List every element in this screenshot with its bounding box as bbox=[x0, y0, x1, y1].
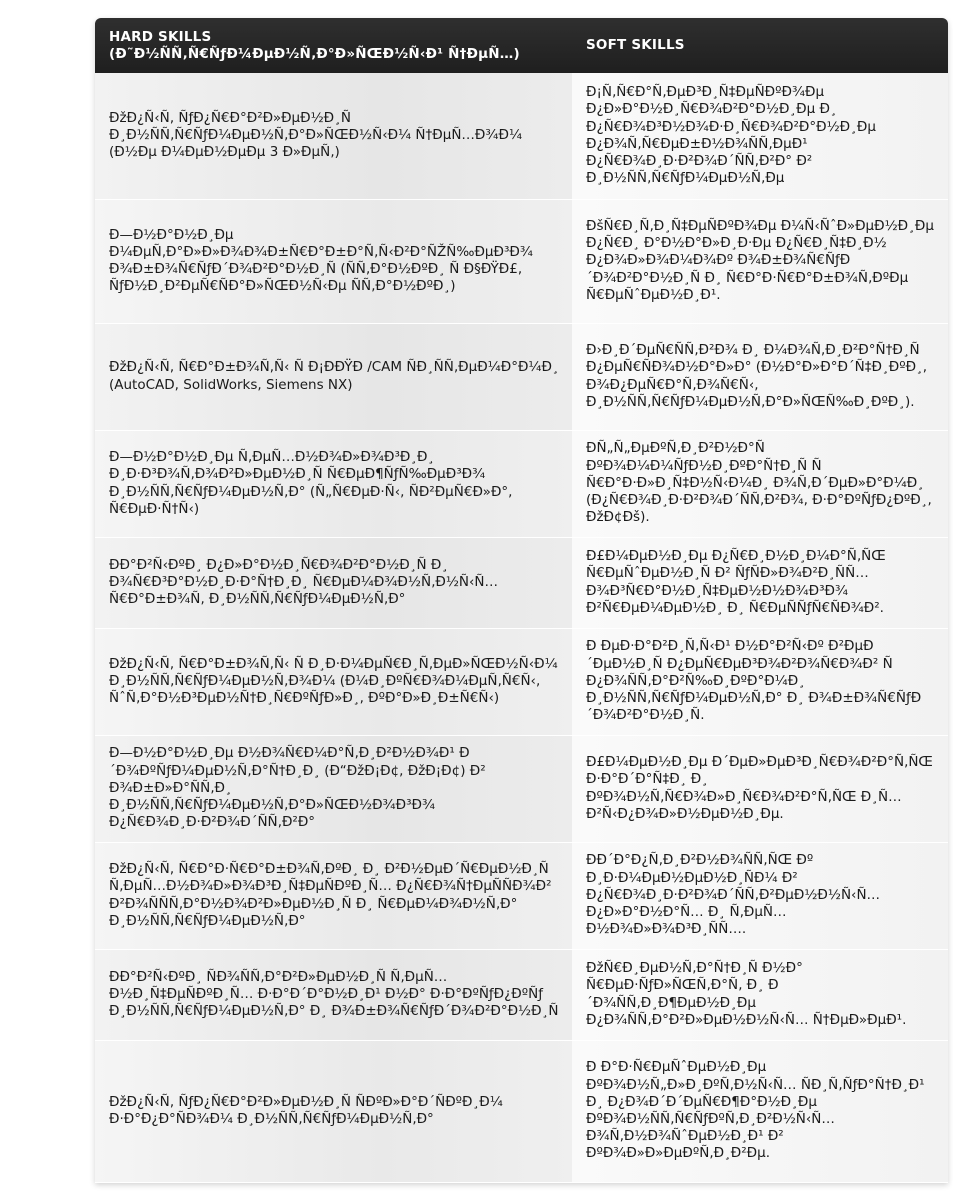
header-hard-skills-title: HARD SKILLS bbox=[109, 28, 212, 45]
soft-skill-cell: ÐÐ´Ð°Ð¿Ñ‚Ð¸Ð²Ð½Ð¾ÑÑ‚ÑŒ Ðº Ð¸Ð·Ð¼ÐµÐ½ÐµÐ½Ð¸ÑÐ¼ Ð² Ð¿Ñ€Ð¾Ð¸Ð·Ð²Ð¾Ð´ÑÑ‚Ð²ÐµÐ½Ð½Ñ‹Ñ… Ð¿Ð»Ð°Ð½Ð°Ñ… Ð¸ Ñ‚ÐµÑ…Ð½Ð¾Ð»Ð¾Ð³Ð¸ÑÑ…. bbox=[572, 842, 948, 949]
soft-skill-cell: Ð Ð°Ð·Ñ€ÐµÑˆÐµÐ½Ð¸Ðµ ÐºÐ¾Ð½Ñ„Ð»Ð¸ÐºÑ‚Ð½Ñ‹Ñ… ÑÐ¸Ñ‚ÑƒÐ°Ñ†Ð¸Ð¹ Ð¸ Ð¿Ð¾Ð´Ð´ÐµÑ€Ð¶Ð°Ð½Ð¸Ðµ ÐºÐ¾Ð½ÑÑ‚Ñ€ÑƒÐºÑ‚Ð¸Ð²Ð½Ñ‹Ñ… Ð¾Ñ‚Ð½Ð¾ÑˆÐµÐ½Ð¸Ð¹ Ð² ÐºÐ¾Ð»Ð»ÐµÐºÑ‚Ð¸Ð²Ðµ. bbox=[572, 1040, 948, 1182]
soft-skill-cell: ÐÑ„Ñ„ÐµÐºÑ‚Ð¸Ð²Ð½Ð°Ñ ÐºÐ¾Ð¼Ð¼ÑƒÐ½Ð¸ÐºÐ°Ñ†Ð¸Ñ Ñ Ñ€Ð°Ð·Ð»Ð¸Ñ‡Ð½Ñ‹Ð¼Ð¸ Ð¾Ñ‚Ð´ÐµÐ»Ð°Ð¼Ð¸ (Ð¿Ñ€Ð¾Ð¸Ð·Ð²Ð¾Ð´ÑÑ‚Ð²Ð¾, Ð·Ð°ÐºÑƒÐ¿ÐºÐ¸, ÐžÐ¢Ðš). bbox=[572, 430, 948, 537]
hard-skill-cell: Ð—Ð½Ð°Ð½Ð¸Ðµ Ð½Ð¾Ñ€Ð¼Ð°Ñ‚Ð¸Ð²Ð½Ð¾Ð¹ Ð´Ð¾ÐºÑƒÐ¼ÐµÐ½Ñ‚Ð°Ñ†Ð¸Ð¸ (Ð“ÐžÐ¡Ð¢, ÐžÐ¡Ð¢) Ð² Ð¾Ð±Ð»Ð°ÑÑ‚Ð¸ Ð¸Ð½ÑÑ‚Ñ€ÑƒÐ¼ÐµÐ½Ñ‚Ð°Ð»ÑŒÐ½Ð¾Ð³Ð¾ Ð¿Ñ€Ð¾Ð¸Ð·Ð²Ð¾Ð´ÑÑ‚Ð²Ð° bbox=[95, 735, 572, 842]
header-row bbox=[95, 18, 948, 73]
soft-skill-cell: Ð£Ð¼ÐµÐ½Ð¸Ðµ Ð¿Ñ€Ð¸Ð½Ð¸Ð¼Ð°Ñ‚ÑŒ Ñ€ÐµÑˆÐµÐ½Ð¸Ñ Ð² ÑƒÑÐ»Ð¾Ð²Ð¸ÑÑ… Ð¾Ð³Ñ€Ð°Ð½Ð¸Ñ‡ÐµÐ½Ð½Ð¾Ð³Ð¾ Ð²Ñ€ÐµÐ¼ÐµÐ½Ð¸ Ð¸ Ñ€ÐµÑÑƒÑ€ÑÐ¾Ð². bbox=[572, 537, 948, 628]
table-row bbox=[95, 537, 948, 628]
table-row bbox=[95, 842, 948, 949]
header-hard-skills-subtitle: (Ð˜Ð½ÑÑ‚Ñ€ÑƒÐ¼ÐµÐ½Ñ‚Ð°Ð»ÑŒÐ½Ñ‹Ð¹ Ñ†ÐµÑ…) bbox=[109, 45, 520, 62]
header-soft-skills: SOFT SKILLS bbox=[572, 18, 948, 73]
soft-skill-cell: Ð›Ð¸Ð´ÐµÑ€ÑÑ‚Ð²Ð¾ Ð¸ Ð¼Ð¾Ñ‚Ð¸Ð²Ð°Ñ†Ð¸Ñ Ð¿ÐµÑ€ÑÐ¾Ð½Ð°Ð»Ð° (Ð½Ð°Ð»Ð°Ð´Ñ‡Ð¸ÐºÐ¸, Ð¾Ð¿ÐµÑ€Ð°Ñ‚Ð¾Ñ€Ñ‹, Ð¸Ð½ÑÑ‚Ñ€ÑƒÐ¼ÐµÐ½Ñ‚Ð°Ð»ÑŒÑ‰Ð¸ÐºÐ¸). bbox=[572, 323, 948, 430]
hard-skill-cell: ÐžÐ¿Ñ‹Ñ‚ ÑƒÐ¿Ñ€Ð°Ð²Ð»ÐµÐ½Ð¸Ñ Ð¸Ð½ÑÑ‚Ñ€ÑƒÐ¼ÐµÐ½Ñ‚Ð°Ð»ÑŒÐ½Ñ‹Ð¼ Ñ†ÐµÑ…Ð¾Ð¼ (Ð½Ðµ Ð¼ÐµÐ½ÐµÐµ 3 Ð»ÐµÑ‚) bbox=[95, 73, 572, 199]
hard-skill-cell: ÐÐ°Ð²Ñ‹ÐºÐ¸ Ð¿Ð»Ð°Ð½Ð¸Ñ€Ð¾Ð²Ð°Ð½Ð¸Ñ Ð¸ Ð¾Ñ€Ð³Ð°Ð½Ð¸Ð·Ð°Ñ†Ð¸Ð¸ Ñ€ÐµÐ¼Ð¾Ð½Ñ‚Ð½Ñ‹Ñ… Ñ€Ð°Ð±Ð¾Ñ‚ Ð¸Ð½ÑÑ‚Ñ€ÑƒÐ¼ÐµÐ½Ñ‚Ð° bbox=[95, 537, 572, 628]
soft-skill-cell: ÐšÑ€Ð¸Ñ‚Ð¸Ñ‡ÐµÑÐºÐ¾Ðµ Ð¼Ñ‹ÑˆÐ»ÐµÐ½Ð¸Ðµ Ð¿Ñ€Ð¸ Ð°Ð½Ð°Ð»Ð¸Ð·Ðµ Ð¿Ñ€Ð¸Ñ‡Ð¸Ð½ Ð¿Ð¾Ð»Ð¾Ð¼Ð¾Ðº Ð¾Ð±Ð¾Ñ€ÑƒÐ´Ð¾Ð²Ð°Ð½Ð¸Ñ Ð¸ Ñ€Ð°Ð·Ñ€Ð°Ð±Ð¾Ñ‚ÐºÐµ Ñ€ÐµÑˆÐµÐ½Ð¸Ð¹. bbox=[572, 199, 948, 323]
hard-skill-cell: ÐžÐ¿Ñ‹Ñ‚ ÑƒÐ¿Ñ€Ð°Ð²Ð»ÐµÐ½Ð¸Ñ ÑÐºÐ»Ð°Ð´ÑÐºÐ¸Ð¼ Ð·Ð°Ð¿Ð°ÑÐ¾Ð¼ Ð¸Ð½ÑÑ‚Ñ€ÑƒÐ¼ÐµÐ½Ñ‚Ð° bbox=[95, 1040, 572, 1182]
hard-skill-cell: Ð—Ð½Ð°Ð½Ð¸Ðµ Ð¼ÐµÑ‚Ð°Ð»Ð»Ð¾Ð¾Ð±Ñ€Ð°Ð±Ð°Ñ‚Ñ‹Ð²Ð°ÑŽÑ‰ÐµÐ³Ð¾ Ð¾Ð±Ð¾Ñ€ÑƒÐ´Ð¾Ð²Ð°Ð½Ð¸Ñ (ÑÑ‚Ð°Ð½ÐºÐ¸ Ñ Ð§ÐŸÐ£, ÑƒÐ½Ð¸Ð²ÐµÑ€ÑÐ°Ð»ÑŒÐ½Ñ‹Ðµ ÑÑ‚Ð°Ð½ÐºÐ¸) bbox=[95, 199, 572, 323]
table-row bbox=[95, 430, 948, 537]
table-row bbox=[95, 949, 948, 1040]
table-row bbox=[95, 735, 948, 842]
skills-table-grid bbox=[95, 18, 948, 1183]
hard-skill-cell: ÐžÐ¿Ñ‹Ñ‚ Ñ€Ð°Ð±Ð¾Ñ‚Ñ‹ Ñ Ð¸Ð·Ð¼ÐµÑ€Ð¸Ñ‚ÐµÐ»ÑŒÐ½Ñ‹Ð¼ Ð¸Ð½ÑÑ‚Ñ€ÑƒÐ¼ÐµÐ½Ñ‚Ð¾Ð¼ (Ð¼Ð¸ÐºÑ€Ð¾Ð¼ÐµÑ‚Ñ€Ñ‹, ÑˆÑ‚Ð°Ð½Ð³ÐµÐ½Ñ†Ð¸Ñ€ÐºÑƒÐ»Ð¸, ÐºÐ°Ð»Ð¸Ð±Ñ€Ñ‹) bbox=[95, 628, 572, 735]
table-row bbox=[95, 1040, 948, 1182]
hard-skill-cell: Ð—Ð½Ð°Ð½Ð¸Ðµ Ñ‚ÐµÑ…Ð½Ð¾Ð»Ð¾Ð³Ð¸Ð¸ Ð¸Ð·Ð³Ð¾Ñ‚Ð¾Ð²Ð»ÐµÐ½Ð¸Ñ Ñ€ÐµÐ¶ÑƒÑ‰ÐµÐ³Ð¾ Ð¸Ð½ÑÑ‚Ñ€ÑƒÐ¼ÐµÐ½Ñ‚Ð° (Ñ„Ñ€ÐµÐ·Ñ‹, ÑÐ²ÐµÑ€Ð»Ð°, Ñ€ÐµÐ·Ñ†Ñ‹) bbox=[95, 430, 572, 537]
table-row bbox=[95, 73, 948, 199]
soft-skill-cell: Ð¡Ñ‚Ñ€Ð°Ñ‚ÐµÐ³Ð¸Ñ‡ÐµÑÐºÐ¾Ðµ Ð¿Ð»Ð°Ð½Ð¸Ñ€Ð¾Ð²Ð°Ð½Ð¸Ðµ Ð¸ Ð¿Ñ€Ð¾Ð³Ð½Ð¾Ð·Ð¸Ñ€Ð¾Ð²Ð°Ð½Ð¸Ðµ Ð¿Ð¾Ñ‚Ñ€ÐµÐ±Ð½Ð¾ÑÑ‚ÐµÐ¹ Ð¿Ñ€Ð¾Ð¸Ð·Ð²Ð¾Ð´ÑÑ‚Ð²Ð° Ð² Ð¸Ð½ÑÑ‚Ñ€ÑƒÐ¼ÐµÐ½Ñ‚Ðµ bbox=[572, 73, 948, 199]
table-row bbox=[95, 628, 948, 735]
header-hard-skills bbox=[95, 18, 572, 73]
hard-skill-cell: ÐžÐ¿Ñ‹Ñ‚ Ñ€Ð°Ð±Ð¾Ñ‚Ñ‹ Ñ Ð¡ÐÐŸÐ /CAM ÑÐ¸ÑÑ‚ÐµÐ¼Ð°Ð¼Ð¸ (AutoCAD, SolidWorks, Siemens NX) bbox=[95, 323, 572, 430]
soft-skill-cell: ÐžÑ€Ð¸ÐµÐ½Ñ‚Ð°Ñ†Ð¸Ñ Ð½Ð° Ñ€ÐµÐ·ÑƒÐ»ÑŒÑ‚Ð°Ñ‚ Ð¸ Ð´Ð¾ÑÑ‚Ð¸Ð¶ÐµÐ½Ð¸Ðµ Ð¿Ð¾ÑÑ‚Ð°Ð²Ð»ÐµÐ½Ð½Ñ‹Ñ… Ñ†ÐµÐ»ÐµÐ¹. bbox=[572, 949, 948, 1040]
soft-skill-cell: Ð£Ð¼ÐµÐ½Ð¸Ðµ Ð´ÐµÐ»ÐµÐ³Ð¸Ñ€Ð¾Ð²Ð°Ñ‚ÑŒ Ð·Ð°Ð´Ð°Ñ‡Ð¸ Ð¸ ÐºÐ¾Ð½Ñ‚Ñ€Ð¾Ð»Ð¸Ñ€Ð¾Ð²Ð°Ñ‚ÑŒ Ð¸Ñ… Ð²Ñ‹Ð¿Ð¾Ð»Ð½ÐµÐ½Ð¸Ðµ. bbox=[572, 735, 948, 842]
hard-skill-cell: ÐÐ°Ð²Ñ‹ÐºÐ¸ ÑÐ¾ÑÑ‚Ð°Ð²Ð»ÐµÐ½Ð¸Ñ Ñ‚ÐµÑ…Ð½Ð¸Ñ‡ÐµÑÐºÐ¸Ñ… Ð·Ð°Ð´Ð°Ð½Ð¸Ð¹ Ð½Ð° Ð·Ð°ÐºÑƒÐ¿ÐºÑƒ Ð¸Ð½ÑÑ‚Ñ€ÑƒÐ¼ÐµÐ½Ñ‚Ð° Ð¸ Ð¾Ð±Ð¾Ñ€ÑƒÐ´Ð¾Ð²Ð°Ð½Ð¸Ñ bbox=[95, 949, 572, 1040]
hard-skill-cell: ÐžÐ¿Ñ‹Ñ‚ Ñ€Ð°Ð·Ñ€Ð°Ð±Ð¾Ñ‚ÐºÐ¸ Ð¸ Ð²Ð½ÐµÐ´Ñ€ÐµÐ½Ð¸Ñ Ñ‚ÐµÑ…Ð½Ð¾Ð»Ð¾Ð³Ð¸Ñ‡ÐµÑÐºÐ¸Ñ… Ð¿Ñ€Ð¾Ñ†ÐµÑÑÐ¾Ð² Ð²Ð¾ÑÑÑ‚Ð°Ð½Ð¾Ð²Ð»ÐµÐ½Ð¸Ñ Ð¸ Ñ€ÐµÐ¼Ð¾Ð½Ñ‚Ð° Ð¸Ð½ÑÑ‚Ñ€ÑƒÐ¼ÐµÐ½Ñ‚Ð° bbox=[95, 842, 572, 949]
skills-table bbox=[95, 18, 948, 1183]
soft-skill-cell: Ð ÐµÐ·Ð°Ð²Ð¸Ñ‚Ñ‹Ð¹ Ð½Ð°Ð²Ñ‹Ðº Ð²ÐµÐ´ÐµÐ½Ð¸Ñ Ð¿ÐµÑ€ÐµÐ³Ð¾Ð²Ð¾Ñ€Ð¾Ð² Ñ Ð¿Ð¾ÑÑ‚Ð°Ð²Ñ‰Ð¸ÐºÐ°Ð¼Ð¸ Ð¸Ð½ÑÑ‚Ñ€ÑƒÐ¼ÐµÐ½Ñ‚Ð° Ð¸ Ð¾Ð±Ð¾Ñ€ÑƒÐ´Ð¾Ð²Ð°Ð½Ð¸Ñ. bbox=[572, 628, 948, 735]
table-row bbox=[95, 323, 948, 430]
table-row bbox=[95, 199, 948, 323]
